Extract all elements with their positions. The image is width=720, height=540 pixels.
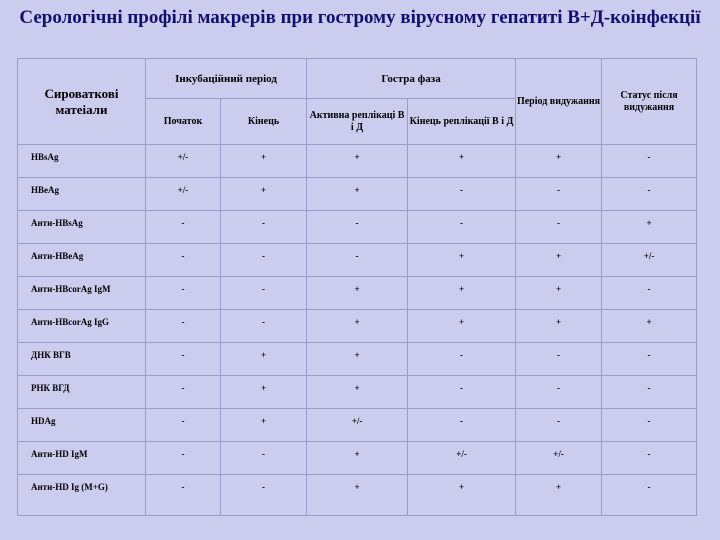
cell-value: +/- [408, 442, 516, 475]
header-recovery: Період видужання [516, 59, 602, 145]
cell-value: - [146, 211, 221, 244]
cell-value: - [408, 178, 516, 211]
table-row [18, 343, 697, 376]
cell-value: - [602, 178, 697, 211]
cell-value: - [516, 376, 602, 409]
cell-value: + [307, 343, 408, 376]
table-row [18, 244, 697, 277]
table-row [18, 310, 697, 343]
cell-value: + [516, 475, 602, 516]
table-row [18, 475, 697, 516]
cell-value: - [602, 376, 697, 409]
header-start: Початок [146, 99, 221, 145]
cell-value: - [602, 343, 697, 376]
cell-value: - [146, 244, 221, 277]
cell-value: +/- [516, 442, 602, 475]
table-row [18, 442, 697, 475]
cell-value: - [146, 376, 221, 409]
marker-name: ДНК ВГВ [18, 343, 146, 376]
marker-name: HBsAg [18, 145, 146, 178]
cell-value: + [408, 310, 516, 343]
cell-value: - [408, 211, 516, 244]
cell-value: - [146, 310, 221, 343]
marker-name: Анти-HBcorAg IgM [18, 277, 146, 310]
cell-value: + [307, 475, 408, 516]
cell-value: + [602, 310, 697, 343]
cell-value: + [516, 244, 602, 277]
table-row [18, 211, 697, 244]
cell-value: + [602, 211, 697, 244]
cell-value: - [602, 409, 697, 442]
cell-value: +/- [146, 145, 221, 178]
table-row [18, 409, 697, 442]
cell-value: - [408, 409, 516, 442]
cell-value: - [602, 277, 697, 310]
page-title: Серологічні профілі макрерів при гострому вірусному гепатиті В+Д-коінфекції [19, 7, 701, 28]
cell-value: - [146, 409, 221, 442]
cell-value: + [221, 178, 307, 211]
header-post-recovery: Статус після видужання [602, 59, 697, 145]
cell-value: - [146, 475, 221, 516]
table-row [18, 145, 697, 178]
cell-value: - [146, 442, 221, 475]
cell-value: + [516, 310, 602, 343]
cell-value: - [602, 145, 697, 178]
marker-name: HDAg [18, 409, 146, 442]
cell-value: - [146, 343, 221, 376]
table-row [18, 277, 697, 310]
cell-value: - [221, 442, 307, 475]
cell-value: - [408, 343, 516, 376]
cell-value: + [408, 145, 516, 178]
cell-value: - [602, 475, 697, 516]
cell-value: - [221, 310, 307, 343]
marker-name: HBeAg [18, 178, 146, 211]
cell-value: +/- [602, 244, 697, 277]
marker-name: Анти-HBsAg [18, 211, 146, 244]
marker-name: Анти-HD Ig (M+G) [18, 475, 146, 516]
cell-value: + [408, 277, 516, 310]
serology-table [17, 58, 697, 516]
cell-value: + [408, 475, 516, 516]
table-row [18, 178, 697, 211]
cell-value: + [307, 310, 408, 343]
cell-value: - [408, 376, 516, 409]
cell-value: - [602, 442, 697, 475]
cell-value: - [516, 211, 602, 244]
cell-value: - [516, 343, 602, 376]
cell-value: + [221, 145, 307, 178]
marker-name: Анти-HBcorAg IgG [18, 310, 146, 343]
header-end: Кінець [221, 99, 307, 145]
cell-value: - [221, 277, 307, 310]
header-incubation: Інкубаційний період [146, 59, 307, 99]
cell-value: + [307, 442, 408, 475]
header-end-replication: Кінець реплікації В і Д [408, 99, 516, 145]
header-active-replication: Активна реплікаці В і Д [307, 99, 408, 145]
cell-value: + [221, 409, 307, 442]
cell-value: - [307, 211, 408, 244]
cell-value: + [516, 145, 602, 178]
cell-value: - [221, 244, 307, 277]
cell-value: - [221, 211, 307, 244]
cell-value: + [408, 244, 516, 277]
cell-value: +/- [307, 409, 408, 442]
cell-value: + [307, 277, 408, 310]
cell-value: - [516, 178, 602, 211]
cell-value: + [307, 376, 408, 409]
cell-value: - [516, 409, 602, 442]
marker-name: Анти-HD IgM [18, 442, 146, 475]
marker-name: РНК ВГД [18, 376, 146, 409]
marker-name: Анти-HBeAg [18, 244, 146, 277]
cell-value: + [307, 178, 408, 211]
cell-value: + [221, 343, 307, 376]
table-row [18, 376, 697, 409]
cell-value: +/- [146, 178, 221, 211]
header-acute-phase: Гостра фаза [307, 59, 516, 99]
cell-value: - [307, 244, 408, 277]
cell-value: + [307, 145, 408, 178]
cell-value: - [221, 475, 307, 516]
header-markers: Сироваткові матеіали [18, 59, 146, 145]
cell-value: - [146, 277, 221, 310]
cell-value: + [221, 376, 307, 409]
cell-value: + [516, 277, 602, 310]
